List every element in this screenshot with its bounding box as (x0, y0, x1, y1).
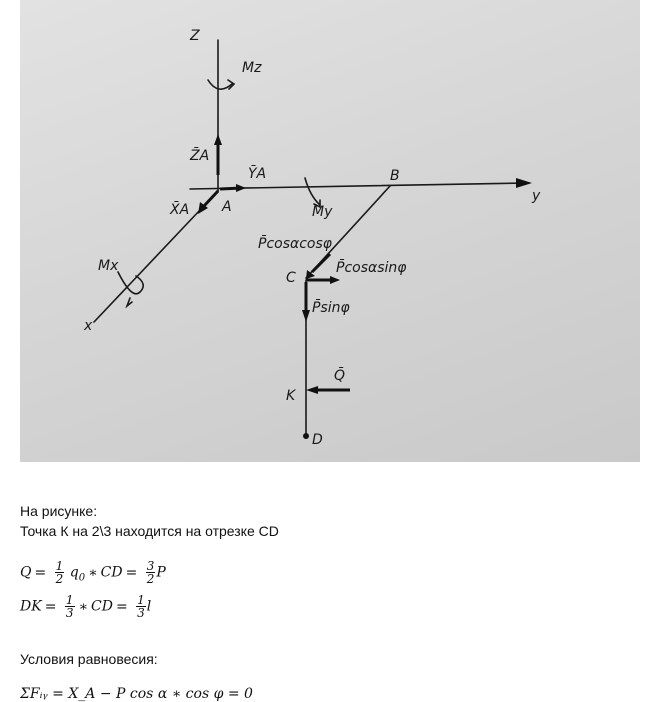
p-cos-cos-label: P̄cosαcosφ (258, 236, 333, 252)
za-arrowhead (214, 134, 222, 145)
mx-arrowhead (127, 298, 132, 306)
eq-dk-lhs: DK (20, 598, 42, 615)
point-c-label: C (286, 270, 296, 286)
point-k-label: K (286, 388, 296, 404)
my-label: My (312, 204, 333, 220)
my-moment-arc (305, 178, 320, 205)
point-a-label: A (222, 199, 232, 215)
p-cos-sin-arrowhead (330, 276, 340, 284)
point-d-label: D (312, 432, 323, 448)
point-b-label: B (390, 168, 400, 184)
fraction-three-halves: $\frac{3}{2}$ (146, 559, 155, 586)
mz-label: Mz (242, 60, 262, 76)
q0-symbol: q (69, 564, 79, 581)
fraction-half: $\frac{1}{2}$ (55, 559, 64, 586)
p-sin-arrowhead (302, 310, 310, 322)
p-cos-cos-arrow (312, 254, 330, 272)
mz-moment-arc (208, 80, 232, 89)
ya-arrowhead (236, 184, 246, 192)
y-axis-label: y (532, 188, 541, 204)
x-axis-label: x (84, 318, 93, 334)
point-k-description: Точка К на 2\3 находится на отрезке CD (20, 523, 279, 539)
q-arrowhead (306, 386, 318, 394)
equation-q: Q = $\frac{1}{2}$ $q_0$ ∗ CD = $\frac{3}{2}$ P (20, 559, 166, 586)
p-cos-sin-label: P̄cosαsinφ (336, 260, 407, 276)
equation-dk: DK = $\frac{1}{3}$ ∗ CD = $\frac{1}{3}$ l (20, 593, 152, 620)
diagram-svg (20, 0, 640, 462)
z-axis-label: Z (190, 28, 200, 44)
equilibrium-equation: ΣFᵢᵧ = X_A − P cos α ∗ cos φ = 0 (20, 686, 253, 702)
caption-line: На рисунке: (20, 503, 98, 519)
q-label: Q̄ (334, 368, 346, 384)
fraction-third-b: $\frac{1}{3}$ (137, 593, 145, 620)
fraction-third-a: $\frac{1}{3}$ (65, 593, 74, 620)
za-label: Z̄A (190, 148, 210, 164)
point-d-dot (303, 433, 309, 439)
p-sin-label: P̄sinφ (312, 300, 350, 316)
equilibrium-heading: Условия равновесия: (20, 651, 158, 667)
y-axis-arrowhead (516, 178, 532, 188)
ya-label: ȲA (248, 166, 267, 182)
handwritten-diagram (20, 0, 640, 462)
xa-force-arrow (204, 191, 218, 206)
mx-label: Mx (98, 258, 119, 274)
eq-q-lhs: Q (20, 564, 32, 581)
xa-label: X̄A (170, 202, 190, 218)
